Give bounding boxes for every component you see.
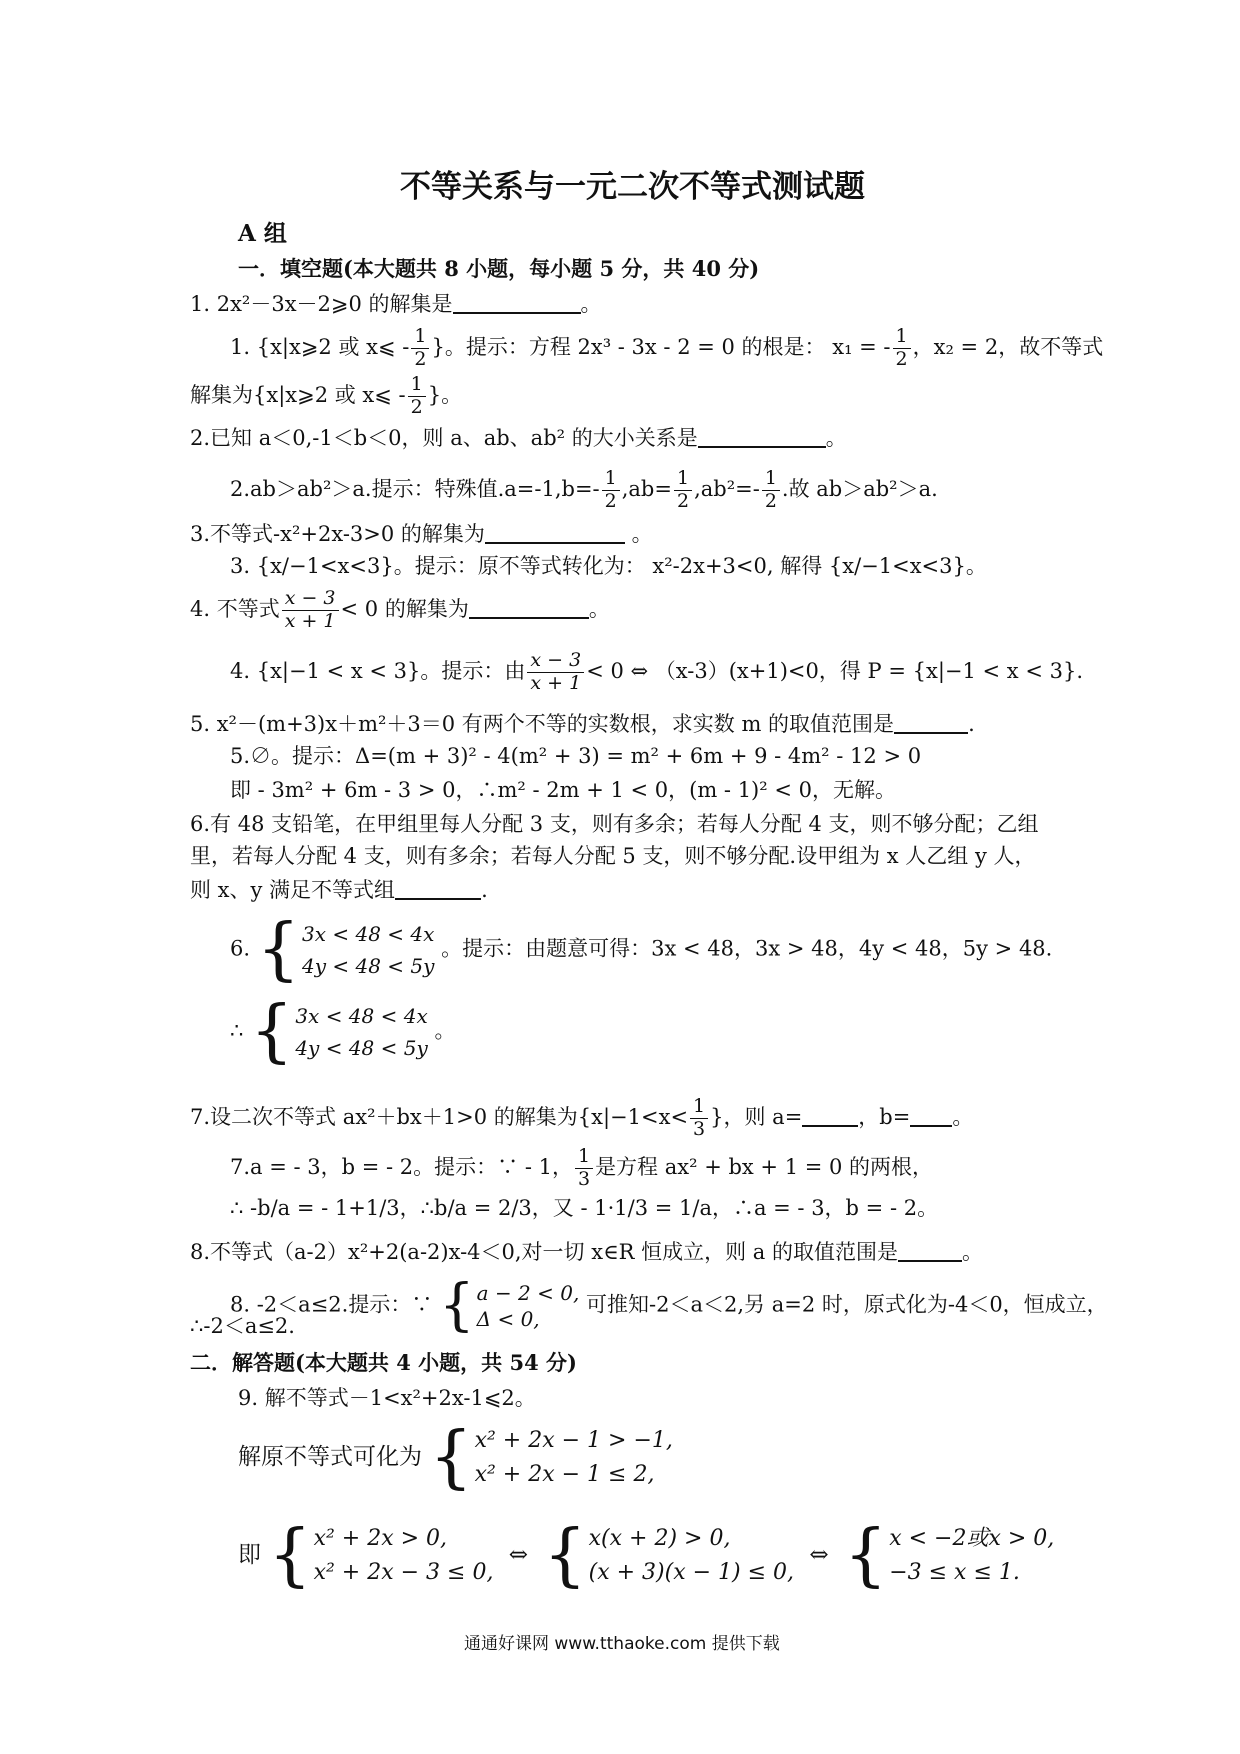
answer-7-cont: ∴ -b/a = - 1+1/3，∴b/a = 2/3，又 - 1·1/3 = 1/a，∴a = - 3，b = - 2。 (230, 1196, 939, 1220)
question-3: 3.不等式-x²+2x-3>0 的解集为 。 (190, 522, 653, 546)
answer-9-step-1: 解原不等式可化为 { x² + 2x − 1 > −1, x² + 2x − 1 ≤ 2, (238, 1418, 673, 1497)
equation-system: { x² + 2x > 0, x² + 2x − 3 ≤ 0, (268, 1516, 494, 1595)
fraction: $\frac{1}{2}$ (762, 468, 780, 513)
fraction: $\frac{1}{2}$ (893, 326, 911, 371)
section-2-heading: 二．解答题(本大题共 4 小题，共 54 分) (190, 1350, 577, 1375)
fraction: $\frac{x - 3}{x + 1}$ (527, 650, 584, 695)
answer-blank (395, 878, 481, 900)
answer-1-cont: 解集为{x|x⩾2 或 x⩽ - $\frac{1}{2}$ }。 (190, 373, 463, 418)
fraction: $\frac{1}{3}$ (690, 1096, 708, 1141)
question-6-line-1: 6.有 48 支铅笔，在甲组里每人分配 3 支，则有多余；若每人分配 4 支，则不够分配；乙组 (190, 812, 1039, 836)
answer-9-step-2: 即 { x² + 2x > 0, x² + 2x − 3 ≤ 0, ⇔ { x(x + 2) > 0, (x + 3)(x − 1) ≤ 0, ⇔ { x < −2或x > 0, −3 ≤ x ≤ 1. (238, 1516, 1055, 1595)
answer-8-cont: ∴-2＜a≤2. (190, 1314, 295, 1338)
fraction: $\frac{x - 3}{x + 1}$ (282, 588, 339, 633)
answer-blank (698, 426, 826, 448)
answer-7: 7.a = - 3，b = - 2。提示：∵ - 1， $\frac{1}{3}$ 是方程 ax² + bx + 1 = 0 的两根， (230, 1145, 934, 1190)
answer-blank (485, 522, 625, 544)
question-9: 9. 解不等式－1<x²+2x-1⩽2。 (238, 1386, 536, 1410)
answer-blank (469, 597, 589, 619)
answer-blank (802, 1105, 858, 1127)
fraction: $\frac{1}{3}$ (575, 1146, 593, 1191)
answer-4: 4. {x|−1 < x < 3}。提示：由 $\frac{x - 3}{x + 1}$ < 0 ⇔ （x-3）(x+1)<0，得 P = {x|−1 < x < 3}. (230, 649, 1083, 694)
equation-system: { x² + 2x − 1 > −1, x² + 2x − 1 ≤ 2, (429, 1418, 673, 1497)
answer-5: 5.∅。提示：Δ=(m + 3)² - 4(m² + 3) = m² + 6m + 9 - 4m² - 12 > 0 (230, 744, 922, 768)
question-8: 8.不等式（a-2）x²+2(a-2)x-4＜0,对一切 x∈R 恒成立，则 a 的取值范围是 。 (190, 1240, 983, 1264)
equation-system: { x(x + 2) > 0, (x + 3)(x − 1) ≤ 0, (543, 1516, 795, 1595)
equation-system: { 3x < 48 < 4x 4y < 48 < 5y (256, 910, 435, 989)
page-title: 不等关系与一元二次不等式测试题 (400, 169, 865, 205)
fraction: $\frac{1}{2}$ (602, 468, 620, 513)
question-6-line-3: 则 x、y 满足不等式组 . (190, 878, 488, 902)
page-footer: 通通好课网 www.tthaoke.com 提供下载 (464, 1634, 780, 1654)
answer-8: 8. -2＜a≤2.提示：∵ { a − 2 < 0, Δ < 0, 可推知-2＜a＜2,另 a=2 时，原式化为-4＜0，恒成立， (230, 1273, 1108, 1338)
answer-blank (898, 1240, 962, 1262)
question-5: 5. x²－(m+3)x＋m²＋3＝0 有两个不等的实数根，求实数 m 的取值范围是 . (190, 712, 975, 736)
question-4: 4. 不等式 $\frac{x - 3}{x + 1}$ < 0 的解集为 。 (190, 587, 610, 632)
fraction: $\frac{1}{2}$ (674, 468, 692, 513)
answer-blank (910, 1105, 952, 1127)
question-2: 2.已知 a＜0,-1＜b＜0，则 a、ab、ab² 的大小关系是 。 (190, 426, 847, 450)
fraction: $\frac{1}{2}$ (408, 374, 426, 419)
answer-blank (894, 712, 968, 734)
fraction: $\frac{1}{2}$ (411, 326, 429, 371)
question-6-line-2: 里，若每人分配 4 支，则有多余；若每人分配 5 支，则不够分配.设甲组为 x 人乙组 y 人， (190, 844, 1036, 868)
section-1-heading: 一．填空题(本大题共 8 小题，每小题 5 分，共 40 分) (238, 256, 760, 281)
answer-3: 3. {x/−1<x<3}。提示：原不等式转化为： x²-2x+3<0, 解得 {x/−1<x<3}。 (230, 554, 987, 578)
answer-blank (453, 292, 581, 314)
answer-1: 1. {x|x⩾2 或 x⩽ - $\frac{1}{2}$ }。提示：方程 2x³ - 3x - 2 = 0 的根是： x₁ = - $\frac{1}{2}$ ，x₂ = 2，故不等式 (230, 325, 1104, 370)
question-1: 1. 2x²－3x－2⩾0 的解集是 。 (190, 292, 602, 316)
answer-2: 2.ab＞ab²＞a.提示：特殊值.a=-1,b=- $\frac{1}{2}$ ,ab= $\frac{1}{2}$ ,ab²=- $\frac{1}{2}$ .故 ab＞ab²＞a. (230, 467, 938, 512)
answer-5-cont: 即 - 3m² + 6m - 3 > 0，∴m² - 2m + 1 < 0，(m - 1)² < 0，无解。 (230, 778, 896, 802)
equation-system: { a − 2 < 0, Δ < 0, (439, 1273, 580, 1338)
answer-6-therefore: ∴ { 3x < 48 < 4x 4y < 48 < 5y 。 (230, 992, 456, 1071)
answer-6: 6. { 3x < 48 < 4x 4y < 48 < 5y 。提示：由题意可得：3x < 48，3x > 48，4y < 48，5y > 48. (230, 910, 1053, 989)
equation-system: { x < −2或x > 0, −3 ≤ x ≤ 1. (843, 1516, 1055, 1595)
question-7: 7.设二次不等式 ax²＋bx＋1>0 的解集为{x|−1<x< $\frac{1}{3}$ }，则 a= ，b= 。 (190, 1095, 974, 1140)
group-label: A 组 (238, 220, 287, 247)
equation-system: { 3x < 48 < 4x 4y < 48 < 5y (250, 992, 428, 1071)
